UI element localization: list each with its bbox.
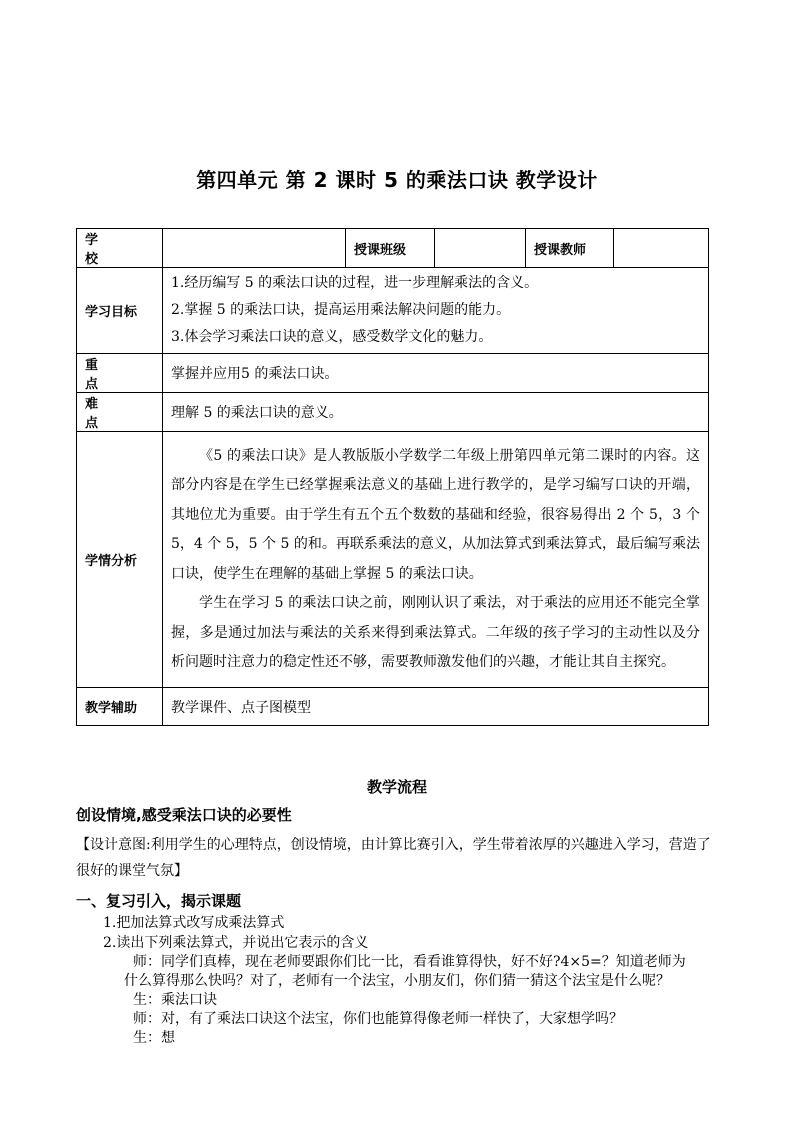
table-row-header [77,229,709,268]
table-row-aids [77,688,709,726]
difficulty-label: 难 点 [77,393,163,432]
dialog-student-1: 生：乘法口诀 [133,992,217,1008]
teacher-label: 授课教师 [526,229,614,268]
design-intent: 【设计意图:利用学生的心理特点，创设情境，由计算比赛引入，学生带着浓厚的兴趣进入学习，营造了很好的课堂气氛】 [76,837,711,879]
lesson-info-table [76,228,709,726]
goal-item: 2.掌握 5 的乘法口诀，提高运用乘法解决问题的能力。 [171,302,511,318]
step-1: 1.把加法算式改写成乘法算式 [103,915,285,931]
section-intro-heading: 创设情境,感受乘法口诀的必要性 [76,806,292,824]
dialog-teacher-2: 师：对，有了乘法口诀这个法宝，你们也能算得像老师一样快了，大家想学吗？ [133,1011,623,1027]
class-value [435,229,526,268]
flow-title: 教学流程 [366,778,427,796]
analysis-cell [163,432,709,688]
part1-heading: 一、复习引入，揭示课题 [76,892,242,910]
class-label: 授课班级 [346,229,435,268]
table-row-difficulty [77,393,709,432]
key-value: 掌握并应用5 的乘法口诀。 [163,354,709,393]
table-row-key [77,354,709,393]
dialog-student-2: 生：想 [133,1030,175,1046]
goals-cell [163,268,709,354]
goal-item: 1.经历编写 5 的乘法口诀的过程，进一步理解乘法的含义。 [171,275,539,291]
table-row-analysis [77,432,709,688]
analysis-paragraph: 学生在学习 5 的乘法口诀之前，刚刚认识了乘法，对于乘法的应用还不能完全掌握，多是通过加法与乘法的关系来得到乘法算式。二年级的孩子学习的主动性以及分析问题时注意力的稳定性还不够，需要教师激发他们的兴趣，才能让其自主探究。 [171,595,700,670]
school-value [163,229,346,268]
key-label: 重 点 [77,354,163,393]
teacher-value [614,229,709,268]
dialog-teacher-1b: 什么算得那么快吗？对了，老师有一个法宝，小朋友们，你们猜一猜这个法宝是什么呢？ [124,973,670,989]
school-label: 学 校 [77,229,163,268]
difficulty-value: 理解 5 的乘法口诀的意义。 [163,393,709,432]
analysis-label: 学情分析 [77,432,163,688]
dialog-teacher-1a: 师：同学们真棒，现在老师要跟你们比一比，看看谁算得快，好不好?4×5=？知道老师为 [133,954,686,970]
goals-label: 学习目标 [77,268,163,354]
table-row-goals [77,268,709,354]
aids-value: 教学课件、点子图模型 [163,688,709,726]
document-title: 第四单元 第 2 课时 5 的乘法口诀 教学设计 [196,168,598,192]
analysis-paragraph: 《5 的乘法口诀》是人教版版小学数学二年级上册第四单元第二课时的内容。这部分内容是在学生已经掌握乘法意义的基础上进行教学的，是学习编写口诀的开端，其地位尤为重要。由于学生有五个五个数数的基础和经验，很容易得出 2 个 5，3 个 5，4 个 5，5 个 5 的和。再联系乘法的意义，从加法算式到乘法算式，最后编写乘法口诀，使学生在理解的基础上掌握 5 的乘法口诀。 [171,447,700,582]
aids-label: 教学辅助 [77,688,163,726]
goal-item: 3.体会学习乘法口诀的意义，感受数学文化的魅力。 [171,329,493,345]
step-2: 2.读出下列乘法算式，并说出它表示的含义 [103,935,369,951]
